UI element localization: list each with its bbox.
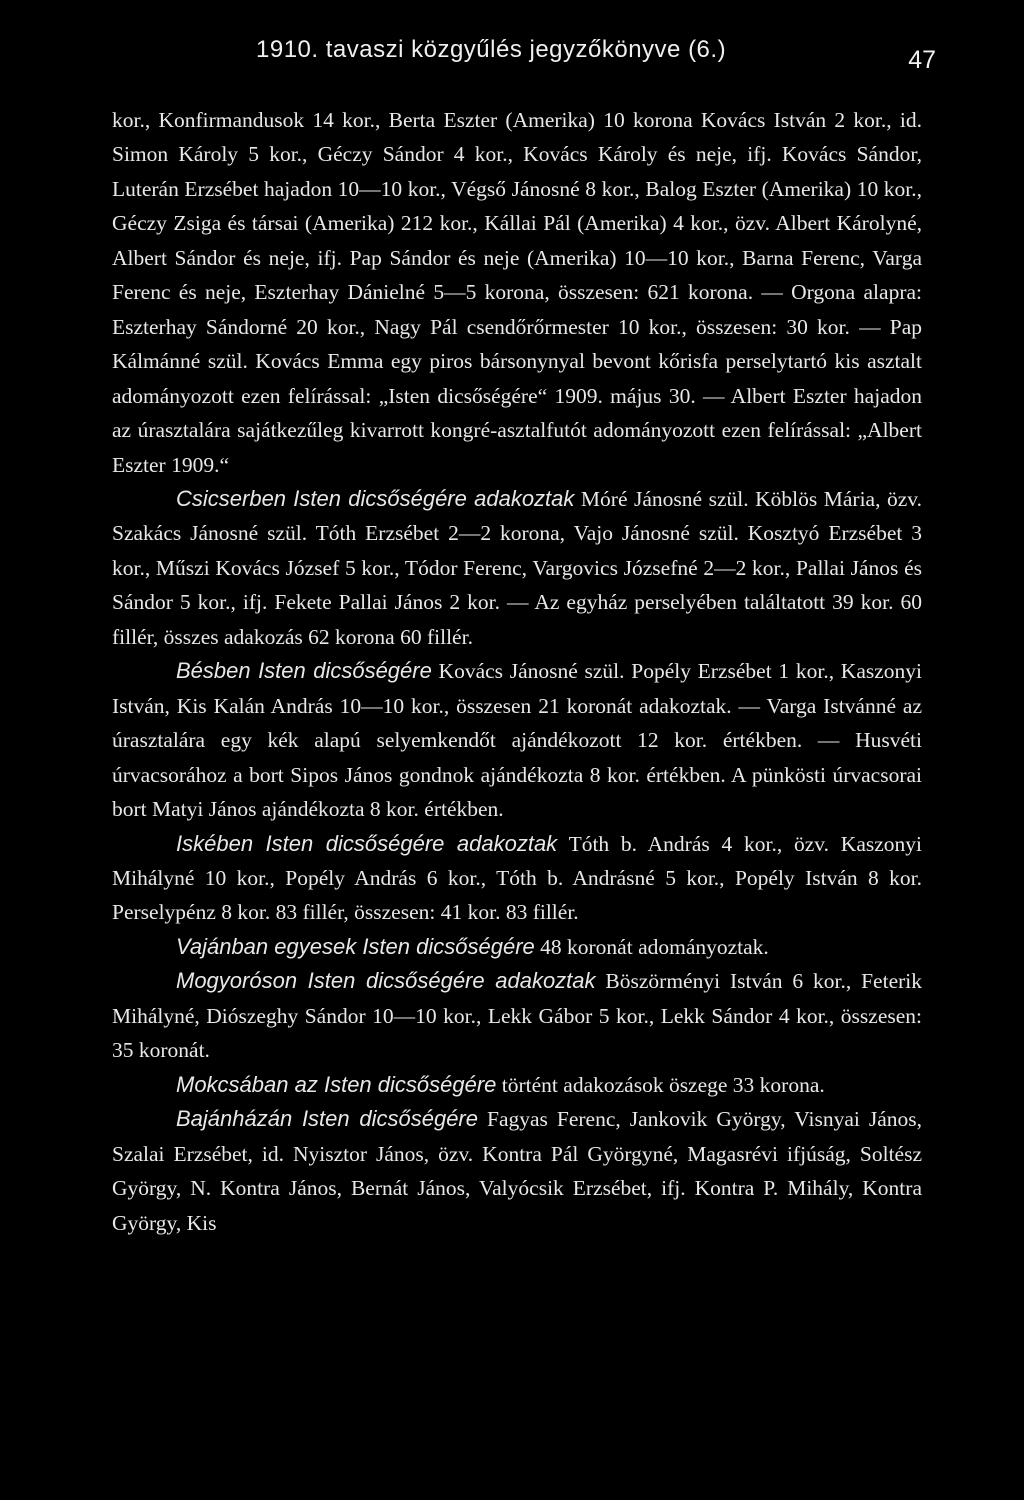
page-header: [256, 28, 936, 78]
paragraph-lead: Mogyoróson Isten dicsőségére adakoztak: [176, 968, 596, 994]
page-number: 47: [908, 46, 936, 74]
paragraph-bajanhaza: [112, 1102, 922, 1240]
paragraph-lead: Bésben Isten dicsőségére: [176, 658, 432, 684]
paragraph-lead: Iskében Isten dicsőségére adakoztak: [176, 830, 558, 856]
paragraph-mogyoros: [112, 964, 922, 1067]
paragraph-continuation: [112, 103, 922, 482]
paragraph-iske: [112, 827, 922, 930]
paragraph-text: 48 koronát adományoztak.: [534, 934, 769, 959]
paragraph-text: Móré Jánosné szül. Köblös Mária, özv. Szakács Jánosné szül. Tóth Erzsébet 2—2 korona, Vajo Jánosné szül. Kosztyó Erzsébet 3 kor., Műszi Kovács József 5 kor., Tódor Ferenc, Vargovics Józsefné 2—2 kor., Pallai János és Sándor 5 kor., ifj. Fekete Pallai János 2 kor. — Az egyház perselyében találtatott 39 kor. 60 fillér, összes adakozás 62 korona 60 fillér.: [112, 486, 923, 649]
paragraph-text: kor., Konfirmandusok 14 kor., Berta Eszter (Amerika) 10 korona Kovács István 2 kor., id. Simon Károly 5 kor., Géczy Sándor 4 kor., Kovács Károly és neje, ifj. Kovács Sándor, Luterán Erzsébet hajadon 10—10 kor., Végső Jánosné 8 kor., Balog Eszter (Amerika) 10 kor., Géczy Zsiga és társai (Amerika) 212 kor., Kállai Pál (Amerika) 4 kor., özv. Albert Károlyné, Albert Sándor és neje, ifj. Pap Sándor és neje (Amerika) 10—10 kor., Barna Ferenc, Varga Ferenc és neje, Eszterhay Dánielné 5—5 korona, összesen: 621 korona. — Orgona alapra: Eszterhay Sándorné 20 kor., Nagy Pál csendőrőrmester 10 kor., összesen: 30 kor. — Pap Kálmánné szül. Kovács Emma egy piros bársonynyal bevont kőrisfa perselytartó kis asztalt adományozott ezen felírással: „Isten dicsőségére“ 1909. május 30. — Albert Eszter hajadon az úrasztalára sajátkezűleg kivarrott kongré-asztalfutót adományozott ezen felírással: „Albert Eszter 1909.“: [112, 108, 922, 477]
paragraph-lead: Vajánban egyesek Isten dicsőségére: [176, 933, 535, 959]
paragraph-text: történt adakozások öszege 33 korona.: [496, 1072, 825, 1097]
paragraph-text: Kovács Jánosné szül. Popély Erzsébet 1 kor., Kaszonyi István, Kis Kalán András 10—10 kor., összesen 21 koronát adakoztak. — Varga Istvánné az úrasztalára egy kék alapú selyemkendőt ajándékozott 12 kor. értékben. — Husvéti úrvacsorához a bort Sipos János gondnok ajándékozta 8 kor. értékben. A pünkösti úrvacsorai bort Matyi János ajándékozta 8 kor. értékben.: [112, 659, 922, 822]
paragraph-bes: [112, 654, 922, 826]
paragraph-text: Tóth b. András 4 kor., özv. Kaszonyi Mihályné 10 kor., Popély András 6 kor., Tóth b. Andrásné 5 kor., Popély István 8 kor. Perselypénz 8 kor. 83 fillér, összesen: 41 kor. 83 fillér.: [112, 831, 922, 925]
paragraph-csicser: [112, 482, 922, 654]
body-text: [112, 103, 922, 1240]
paragraph-mokcsa: [112, 1068, 922, 1102]
paragraph-text: Böszörményi István 6 kor., Feterik Mihályné, Diószeghy Sándor 10—10 kor., Lekk Gábor 5 kor., Lekk Sándor 4 kor., összesen: 35 koronát.: [112, 969, 922, 1063]
paragraph-lead: Csicserben Isten dicsőségére adakoztak: [176, 485, 575, 511]
paragraph-vajan: [112, 930, 922, 964]
running-title: 1910. tavaszi közgyűlés jegyzőkönyve (6.): [256, 36, 727, 63]
paragraph-text: Fagyas Ferenc, Jankovik György, Visnyai János, Szalai Erzsébet, id. Nyisztor János, özv. Kontra Pál Györgyné, Magasrévi ifjúság, Soltész György, N. Kontra János, Bernát János, Valyócsik Erzsébet, ifj. Kontra P. Mihály, Kontra György, Kis: [112, 1107, 922, 1235]
paragraph-lead: Mokcsában az Isten dicsőségére: [176, 1071, 497, 1097]
paragraph-lead: Bajánházán Isten dicsőségére: [176, 1106, 478, 1132]
